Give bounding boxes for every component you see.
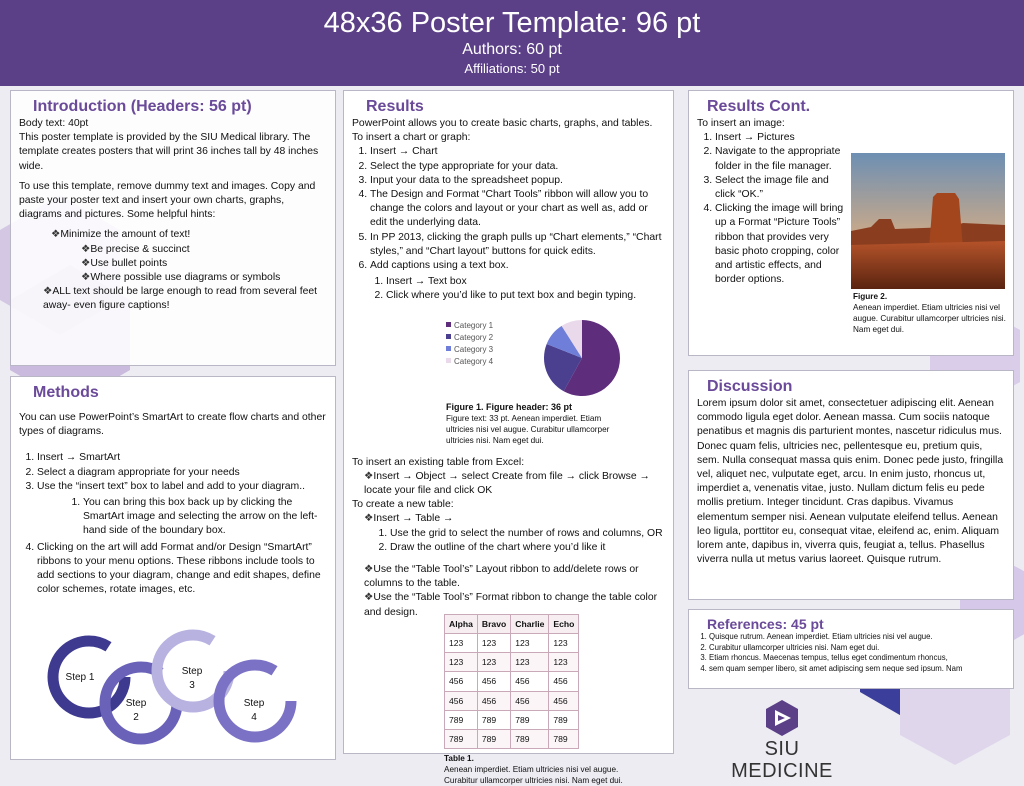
- methods-step: 3. Use the “insert text” box to label and add to your diagram..: [37, 480, 327, 494]
- results-heading: Results: [366, 98, 424, 115]
- methods-step: 2. Select a diagram appropriate for your needs: [37, 466, 327, 480]
- results-substep: 1. Insert → Text box: [386, 275, 665, 289]
- hint-item: ❖ Minimize the amount of text!: [51, 228, 327, 242]
- excel-bullets: [364, 470, 665, 498]
- methods-step: 4. Clicking on the art will add Format and/or Design “SmartArt” ribbons to your menu options. These ribbons include tools to add sections to your diagram, change and edit shapes, define color schemes, rotate images, etc.: [37, 541, 327, 598]
- methods-paragraph: You can use PowerPoint’s SmartArt to create flow charts and other types of diagrams.: [19, 412, 326, 438]
- reference-item: 4. sem quam semper libero, sit amet adipiscing sem neque sed ipsum. Nam: [709, 664, 1005, 675]
- figure-1-caption: [446, 402, 616, 446]
- table-cell: 456: [549, 691, 579, 710]
- discussion-heading: Discussion: [707, 378, 793, 395]
- intro-paragraph-2: To use this template, remove dummy text and images. Copy and paste your poster text and insert your own charts, graphs, diagrams and pictures. Some helpful hints:: [19, 180, 316, 221]
- table-header-cell: Echo: [549, 614, 579, 633]
- results-steps-list: [370, 145, 665, 273]
- legend-label-3: Category 3: [454, 344, 494, 354]
- table-cell: 789: [445, 730, 478, 749]
- table-row: [445, 672, 579, 691]
- results-step: 3. Input your data to the spreadsheet popup.: [370, 174, 665, 188]
- table-cell: 789: [511, 710, 549, 729]
- results-paragraph-1: PowerPoint allows you to create basic charts, graphs, and tables. To insert a chart or graph:: [352, 118, 653, 144]
- table-cell: 456: [477, 691, 510, 710]
- table-row: [445, 634, 579, 653]
- logo-hexagon-icon: [763, 698, 801, 738]
- image-step: 2. Navigate to the appropriate folder in the file manager.: [715, 145, 845, 173]
- hints-list: [33, 228, 327, 313]
- table-substep: 2. Draw the outline of the chart where you’d like it: [390, 541, 665, 555]
- image-steps-list: [715, 131, 845, 287]
- methods-steps-list: [37, 451, 327, 494]
- table-row: [445, 730, 579, 749]
- table-substep: 1. Use the grid to select the number of rows and columns, OR: [390, 527, 665, 541]
- table-row: [445, 653, 579, 672]
- table-tools-bullet: ❖ Use the “Table Tool’s” Format ribbon to change the table color and design.: [364, 591, 665, 619]
- table-cell: 456: [511, 672, 549, 691]
- table-cell: 123: [477, 634, 510, 653]
- results-cont-heading: Results Cont.: [707, 98, 811, 115]
- table-cell: 456: [511, 691, 549, 710]
- image-step: 1. Insert → Pictures: [715, 131, 845, 145]
- step-3-label: Step 3: [181, 666, 203, 692]
- logo-text: SIU MEDICINE: [731, 738, 833, 782]
- results-panel: [343, 90, 674, 786]
- references-list: [709, 632, 1005, 674]
- results-step: 6. Add captions using a text box.: [370, 259, 665, 273]
- step-2-label: Step 2: [125, 698, 147, 724]
- results-step: 4. The Design and Format “Chart Tools” ribbon will allow you to change the colors and layout or your chart as well as, add or edit the underlying data.: [370, 188, 665, 231]
- excel-bullet: ❖ Insert → Object → select Create from file → click Browse → locate your file and click OK: [364, 470, 665, 498]
- figure-2-title: Figure 2.: [853, 292, 888, 301]
- table-cell: 789: [445, 710, 478, 729]
- results-step: 5. In PP 2013, clicking the graph pulls up “Chart elements,” “Chart styles,” and “Chart layout” buttons for quick edits.: [370, 231, 665, 259]
- intro-paragraph-1: This poster template is provided by the SIU Medical library. The template creates posters that will print 36 inches tall by 48 inches wide.: [19, 132, 319, 172]
- methods-panel: [10, 376, 336, 760]
- step-1-label: Step 1: [65, 672, 95, 683]
- discussion-text: Lorem ipsum dolor sit amet, consectetuer adipiscing elit. Aenean commodo ligula eget dolor. Aenean massa. Cum sociis natoque penatibus et magnis dis parturient montes, nascetur ridiculus mus. Donec quam felis, ultricies nec, pellentesque eu, pretium quis, sem. Nulla consequat massa quis enim. Donec pede justo, fringilla vel, aliquet nec, vulputate eget, arcu. In enim justo, rhoncus ut, imperdiet a, venenatis vitae, justo. Nullam dictum felis eu pede mollis pretium. Integer tincidunt. Cras dapibus. Vivamus elementum semper nisi. Aenean vulputate eleifend tellus. Aenean leo ligula, porttitor eu, consequat vitae, eleifend ac, enim. Aliquam lorem ante, dapibus in, viverra quis, feugiat a, tellus. Phasellus viverra nulla ut metus varius laoreet. Quisque rutrum.: [697, 398, 1004, 566]
- references-heading: References: 45 pt: [707, 616, 824, 632]
- poster-header: [0, 0, 1024, 86]
- legend-label-2: Category 2: [454, 332, 494, 342]
- methods-steps-list-cont: [37, 541, 327, 598]
- introduction-heading: Introduction (Headers: 56 pt): [33, 98, 252, 115]
- table-cell: 123: [445, 634, 478, 653]
- results-cont-panel: [688, 90, 1014, 356]
- introduction-panel: [10, 90, 336, 366]
- poster-affiliations: Affiliations: 50 pt: [464, 61, 560, 76]
- results-step: 1. Insert → Chart: [370, 145, 665, 159]
- table-1-title: Table 1.: [444, 754, 474, 764]
- table-cell: 123: [477, 653, 510, 672]
- results-step: 2. Select the type appropriate for your data.: [370, 160, 665, 174]
- figure-1-header: Figure 1. Figure header: 36 pt: [446, 401, 573, 412]
- figure-2-caption: [853, 291, 1007, 335]
- reference-item: 3. Etiam rhoncus. Maecenas tempus, tellus eget condimentum rhoncus,: [709, 653, 1005, 664]
- table-header-cell: Charlie: [511, 614, 549, 633]
- table-tools-bullet: ❖ Use the “Table Tool’s” Layout ribbon to add/delete rows or columns to the table.: [364, 563, 665, 591]
- figure-1-text: Figure text: 33 pt. Aenean imperdiet. Etiam ultricies nisi vel augue. Curabitur ullamcorper ultricies nisi. Nam eget dui.: [446, 413, 610, 445]
- poster-authors: Authors: 60 pt: [462, 41, 562, 58]
- references-panel: [688, 609, 1014, 689]
- methods-step: 1. Insert → SmartArt: [37, 451, 327, 465]
- table-row: [445, 710, 579, 729]
- pie-chart: [442, 314, 642, 402]
- table-cell: 789: [549, 710, 579, 729]
- results-paragraph-2: To insert an existing table from Excel:: [352, 456, 525, 468]
- table-cell: 456: [477, 672, 510, 691]
- siu-medicine-logo: [712, 698, 852, 782]
- table-cell: 789: [477, 710, 510, 729]
- table-cell: 789: [549, 730, 579, 749]
- table-cell: 456: [549, 672, 579, 691]
- discussion-panel: [688, 370, 1014, 600]
- table-header-row: [445, 614, 579, 633]
- table-cell: 789: [477, 730, 510, 749]
- desert-butte-photo: [851, 153, 1005, 289]
- methods-heading: Methods: [33, 384, 99, 401]
- reference-item: 1. Quisque rutrum. Aenean imperdiet. Etiam ultricies nisi vel augue.: [709, 632, 1005, 643]
- table-cell: 123: [549, 634, 579, 653]
- hint-item: ❖ ALL text should be large enough to read from several feet away- even figure captions!: [43, 285, 327, 313]
- results-substep: 2. Click where you’d like to put text box and begin typing.: [386, 289, 665, 303]
- table-header-cell: Bravo: [477, 614, 510, 633]
- table-substeps-list: [390, 527, 665, 555]
- table-bullet: ❖ Insert → Table →: [364, 512, 665, 526]
- poster-title: 48x36 Poster Template: 96 pt: [323, 7, 701, 39]
- hint-subitem: ❖ Where possible use diagrams or symbols: [81, 271, 327, 285]
- table-bullets: [364, 512, 665, 526]
- table-cell: 456: [445, 691, 478, 710]
- table-cell: 789: [511, 730, 549, 749]
- hint-subitem: ❖ Be precise & succinct: [81, 243, 327, 257]
- table-header-cell: Alpha: [445, 614, 478, 633]
- table-row: [445, 691, 579, 710]
- table-cell: 123: [549, 653, 579, 672]
- legend-label-4: Category 4: [454, 356, 494, 366]
- legend-swatch-1: [446, 322, 451, 327]
- body-text-label: Body text: 40pt: [19, 118, 89, 129]
- results-table: [444, 614, 579, 749]
- legend-swatch-4: [446, 358, 451, 363]
- smartart-cycle-diagram: [31, 635, 331, 755]
- table-tools-bullets: [364, 563, 665, 620]
- legend-swatch-3: [446, 346, 451, 351]
- table-cell: 123: [511, 634, 549, 653]
- table-cell: 456: [445, 672, 478, 691]
- table-cell: 123: [445, 653, 478, 672]
- hint-subitem: ❖ Use bullet points: [81, 257, 327, 271]
- image-step: 3. Select the image file and click “OK.”: [715, 174, 845, 202]
- legend-swatch-2: [446, 334, 451, 339]
- results-paragraph-3: To create a new table:: [352, 499, 454, 511]
- results-substeps-list: [386, 275, 665, 303]
- results-cont-intro: To insert an image:: [697, 118, 785, 129]
- methods-substeps-list: [83, 496, 327, 539]
- table-1-text: Aenean imperdiet. Etiam ultricies nisi vel augue. Curabitur ullamcorper ultricies nisi. Nam eget dui.: [444, 765, 623, 786]
- table-1-caption: [444, 753, 654, 786]
- table-cell: 123: [511, 653, 549, 672]
- reference-item: 2. Curabitur ullamcorper ultricies nisi. Nam eget dui.: [709, 643, 1005, 654]
- methods-substep: 1. You can bring this box back up by clicking the SmartArt image and selecting the arrow on the left-hand side of the boundary box.: [83, 496, 327, 539]
- figure-2-text: Aenean imperdiet. Etiam ultricies nisi vel augue. Curabitur ullamcorper ultricies nisi. Nam eget dui.: [853, 303, 1006, 334]
- step-4-label: Step 4: [243, 698, 265, 724]
- image-step: 4. Clicking the image will bring up a Format “Picture Tools” ribbon that provides very basic photo cropping, color and artistic effects, and border options.: [715, 202, 845, 287]
- legend-label-1: Category 1: [454, 320, 494, 330]
